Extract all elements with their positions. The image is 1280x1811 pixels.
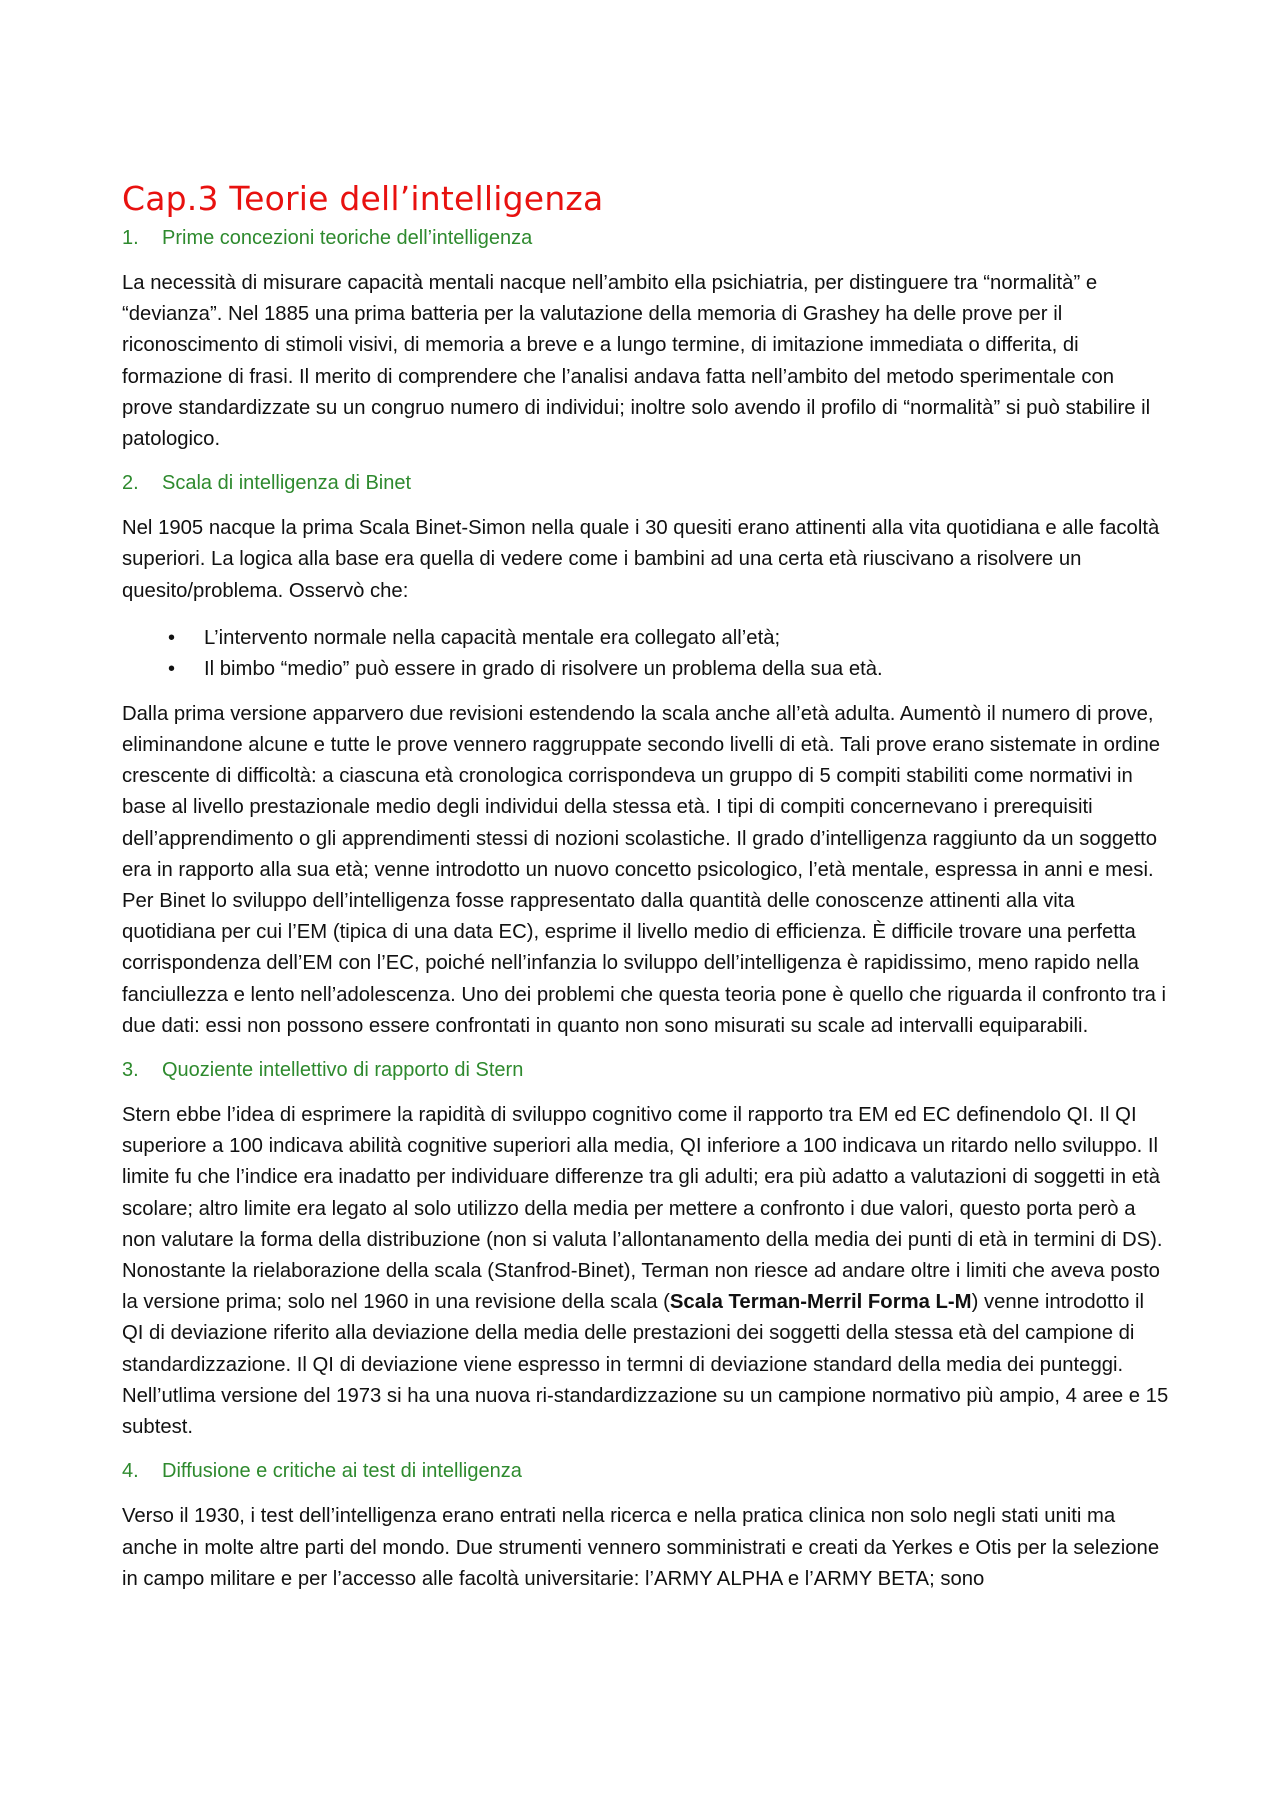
section-2-heading <box>122 469 1170 497</box>
section-4-number: 4. <box>122 1460 139 1483</box>
section-4-paragraph: Verso il 1930, i test dell’intelligenza erano entrati nella ricerca e nella pratica clinica non solo negli stati uniti ma anche in molte altre parti del mondo. Due strumenti vennero somministrati e creati da Yerkes e Otis per la selezione in campo militare e per l’accesso alle facoltà universitarie: l’ARMY ALPHA e l’ARMY BETA; sono <box>122 1505 1160 1590</box>
section-2-paragraph-2: Dalla prima versione apparvero due revisioni estendendo la scala anche all’età adulta. Aumentò il numero di prove, eliminandone alcune e tutte le prove vennero raggruppate secondo livelli di età. Tali prove erano sistemate in ordine crescente di difficoltà: a ciascuna età cronologica corrispondeva un gruppo di 5 compiti stabiliti come normativi in base al livello prestazionale medio degli individui della stessa età. I tipi di compiti concernevano i prerequisiti dell’apprendimento o gli apprendimenti stessi di nozioni scolastiche. Il grado d’intelligenza raggiunto da un soggetto era in rapporto alla sua età; venne introdotto un nuovo concetto psicologico, l’età mentale, espressa in anni e mesi. Per Binet lo sviluppo dell’intelligenza fosse rappresentato dalla quantità delle conoscenze attinenti alla vita quotidiana per cui l’EM (tipica di una data EC), esprime il livello medio di efficienza. È difficile trovare una perfetta corrispondenza dell’EM con l’EC, poiché nell’infanzia lo sviluppo dell’intelligenza è rapidissimo, meno rapido nella fanciullezza e lento nell’adolescenza. Uno dei problemi che questa teoria pone è quello che riguarda il confronto tra i due dati: essi non possono essere confrontati in quanto non sono misurati su scale ad intervalli equiparabili. <box>122 702 1167 1037</box>
section-2-number: 2. <box>122 472 139 495</box>
section-4-heading <box>122 1457 1170 1485</box>
list-item-text: Il bimbo “medio” può essere in grado di risolvere un problema della sua età. <box>204 657 883 680</box>
section-1-number: 1. <box>122 227 139 249</box>
section-3-paragraph <box>122 1100 1170 1443</box>
list-item <box>122 623 1170 654</box>
chapter-title: Cap.3 Teorie dell’intelligenza <box>122 179 604 218</box>
list-item-text: L’intervento normale nella capacità mentale era collegato all’età; <box>204 626 781 649</box>
section-1-heading <box>122 224 1170 252</box>
section-3-heading <box>122 1056 1170 1084</box>
document-body <box>122 176 1170 1595</box>
bullet-icon: • <box>168 657 176 680</box>
section-3-bold-scale-name: Scala Terman-Merril Forma L-M <box>669 1291 972 1314</box>
section-2-bullet-list <box>122 623 1170 685</box>
section-3-title: Quoziente intellettivo di rapporto di Stern <box>162 1059 524 1082</box>
section-1-paragraph: La necessità di misurare capacità mentali nacque nell’ambito ella psichiatria, per distinguere tra “normalità” e “devianza”. Nel 1885 una prima batteria per la valutazione della memoria di Grashey ha delle prove per il riconoscimento di stimoli visivi, di memoria a breve e a lungo termine, di imitazione immediata o differita, di formazione di frasi. Il merito di comprendere che l’analisi andava fatta nell’ambito del metodo sperimentale con prove standardizzate su un congruo numero di individui; inoltre solo avendo il profilo di “normalità” si può stabilire il patologico. <box>122 272 1151 451</box>
section-3-number: 3. <box>122 1059 139 1082</box>
list-item <box>122 654 1170 685</box>
bullet-icon: • <box>168 626 176 649</box>
section-3-text-after: ) venne introdotto il QI di deviazione riferito alla deviazione della media delle prestazioni dei soggetti della stessa età del campione di standardizzazione. Il QI di deviazione viene espresso in termni di deviazione standard della media dei punteggi. Nell’utlima versione del 1973 si ha una nuova ri-standardizzazione su un campione normativo più ampio, 4 aree e 15 subtest. <box>122 1291 1169 1439</box>
section-2-title: Scala di intelligenza di Binet <box>162 472 412 495</box>
section-2-paragraph: Nel 1905 nacque la prima Scala Binet-Simon nella quale i 30 quesiti erano attinenti alla vita quotidiana e alle facoltà superiori. La logica alla base era quella di vedere come i bambini ad una certa età riuscivano a risolvere un quesito/problema. Osservò che: <box>122 517 1160 602</box>
section-4-title: Diffusione e critiche ai test di intelligenza <box>162 1460 522 1483</box>
section-1-title: Prime concezioni teoriche dell’intelligenza <box>162 227 533 249</box>
section-3-text-before: Stern ebbe l’idea di esprimere la rapidità di sviluppo cognitivo come il rapporto tra EM ed EC definendolo QI. Il QI superiore a 100 indicava abilità cognitive superiori alla media, QI inferiore a 100 indicava un ritardo nello sviluppo. Il limite fu che l’indice era inadatto per individuare differenze tra gli adulti; era più adatto a valutazioni di soggetti in età scolare; altro limite era legato al solo utilizzo della media per mettere a confronto i due valori, questo porta però a non valutare la forma della distribuzione (non si valuta l’allontanamento della media dei punti di età in termini di DS). Nonostante la rielaborazione della scala (Stanfrod-Binet), Terman non riesce ad andare oltre i limiti che aveva posto la versione prima; solo nel 1960 in una revisione della scala ( <box>122 1104 1163 1314</box>
